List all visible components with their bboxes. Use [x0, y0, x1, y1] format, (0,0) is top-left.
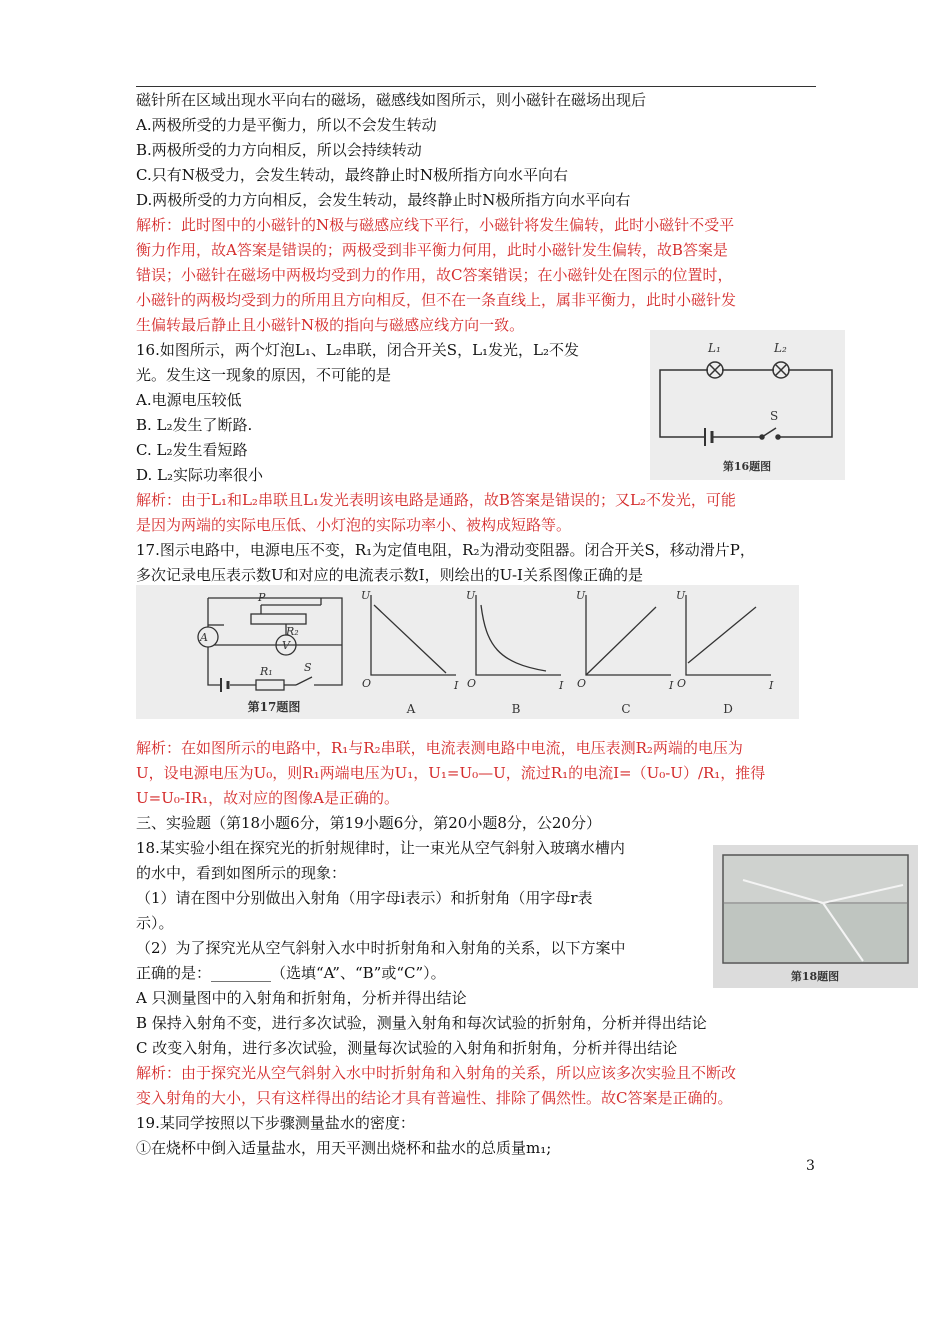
q18-option-b: B 保持入射角不变，进行多次试验，测量入射角和每次试验的折射角，分析并得出结论	[136, 1014, 707, 1032]
q17-stem: 17.图示电路中，电源电压不变，R₁为定值电阻，R₂为滑动变阻器。闭合开关S，移动滑片P，	[136, 541, 755, 559]
q15-option-c: C.只有N极受力，会发生转动，最终静止时N极所指方向水平向右	[136, 166, 568, 184]
q16-option-a: A.电源电压较低	[136, 391, 242, 409]
graph-c-origin: O	[577, 677, 587, 690]
q18-sub2: 正确的是：________（选填“A”、“B”或“C”）。	[136, 964, 446, 982]
q15-analysis-line: 生偏转最后静止且小磁针N极的指向与磁感应线方向一致。	[136, 316, 525, 334]
q16-figure-caption: 第16题图	[722, 460, 772, 473]
q15-stem: 磁针所在区域出现水平向右的磁场，磁感线如图所示，则小磁针在磁场出现后	[136, 91, 647, 109]
q19-step-1: ①在烧杯中倒入适量盐水，用天平测出烧杯和盐水的总质量m₁;	[136, 1139, 552, 1157]
q18-sub2: （2）为了探究光从空气斜射入水中时折射角和入射角的关系，以下方案中	[136, 939, 626, 957]
q16-stem: 光。发生这一现象的原因，不可能的是	[136, 366, 392, 384]
r2-label: R₂	[286, 625, 299, 638]
q18-option-c: C 改变入射角，进行多次试验，测量每次试验的入射角和折射角，分析并得出结论	[136, 1039, 678, 1057]
q17-analysis-line: 解析：在如图所示的电路中，R₁与R₂串联，电流表测电路中电流，电压表测R₂两端的电压为	[136, 739, 743, 757]
q18-sub1: 示）。	[136, 914, 174, 932]
ammeter-label: A	[200, 631, 208, 644]
q19-stem: 19.某同学按照以下步骤测量盐水的密度：	[136, 1114, 415, 1132]
q18-tank-figure	[713, 845, 918, 988]
page-number: 3	[806, 1158, 815, 1174]
q17-figure-caption: 第17题图	[247, 700, 301, 714]
graph-b-label: B	[511, 702, 521, 716]
q16-lamp1-label: L₁	[708, 341, 721, 355]
q16-circuit-figure	[650, 330, 845, 480]
q18-analysis-line: 解析：由于探究光从空气斜射入水中时折射角和入射角的关系，所以应该多次实验且不断改	[136, 1064, 737, 1082]
q16-analysis-line: 是因为两端的实际电压低、小灯泡的实际功率小、被构成短路等。	[136, 516, 572, 534]
graph-b-y-label: U	[466, 589, 476, 602]
graph-d-y-label: U	[676, 589, 686, 602]
q18-stem: 18.某实验小组在探究光的折射规律时，让一束光从空气斜射入玻璃水槽内	[136, 839, 625, 857]
q16-option-c: C. L₂发生看短路	[136, 441, 248, 459]
graph-d-origin: O	[677, 677, 687, 690]
q18-sub1: （1）请在图中分别做出入射角（用字母i表示）和折射角（用字母r表	[136, 889, 593, 907]
q16-analysis-line: 解析：由于L₁和L₂串联且L₁发光表明该电路是通路，故B答案是错误的；又L₂不发光，可能	[136, 491, 736, 509]
r1-label: R₁	[260, 665, 273, 678]
q15-analysis-line: 错误；小磁针在磁场中两极均受到力的作用，故C答案错误；在小磁针处在图示的位置时，	[136, 266, 733, 284]
q17-stem: 多次记录电压表示数U和对应的电流表示数I，则绘出的U-I关系图像正确的是	[136, 566, 643, 584]
graph-b-x-label: I	[559, 679, 564, 692]
graph-c-label: C	[621, 702, 631, 716]
section-3-heading: 三、实验题（第18小题6分，第19小题6分，第20小题8分，公20分）	[136, 814, 601, 832]
graph-a-label: A	[406, 702, 416, 716]
switch-label: S	[304, 661, 312, 674]
graph-c-x-label: I	[669, 679, 674, 692]
q16-option-d: D. L₂实际功率很小	[136, 466, 264, 484]
graph-a-x-label: I	[454, 679, 459, 692]
q16-stem: 16.如图所示，两个灯泡L₁、L₂串联，闭合开关S，L₁发光，L₂不发	[136, 341, 580, 359]
graph-a-origin: O	[362, 677, 372, 690]
graph-c-y-label: U	[576, 589, 586, 602]
voltmeter-label: V	[282, 639, 290, 652]
q18-stem: 的水中，看到如图所示的现象：	[136, 864, 347, 882]
q16-option-b: B. L₂发生了断路.	[136, 416, 253, 434]
q15-analysis-line: 衡力作用，故A答案是错误的；两极受到非平衡力何用，此时小磁针发生偏转，故B答案是	[136, 241, 728, 259]
q15-option-d: D.两极所受的力方向相反，会发生转动，最终静止时N极所指方向水平向右	[136, 191, 631, 209]
slider-label: P	[258, 591, 266, 604]
q17-analysis-line: U，设电源电压为U₀，则R₁两端电压为U₁，U₁=U₀—U，流过R₁的电流I=（U₀-U）/R₁，推得	[136, 764, 766, 782]
graph-a-y-label: U	[361, 589, 371, 602]
q18-figure-caption: 第18题图	[790, 970, 840, 983]
header-rule	[136, 86, 816, 87]
graph-b-origin: O	[467, 677, 477, 690]
q15-option-a: A.两极所受的力是平衡力，所以不会发生转动	[136, 116, 437, 134]
q15-option-b: B.两极所受的力方向相反，所以会持续转动	[136, 141, 422, 159]
graph-d-label: D	[723, 702, 733, 716]
q17-figure	[136, 585, 799, 719]
q18-option-a: A 只测量图中的入射角和折射角，分析并得出结论	[136, 989, 467, 1007]
q16-lamp2-label: L₂	[774, 341, 787, 355]
q16-switch-label: S	[770, 409, 779, 423]
q18-analysis-line: 变入射角的大小，只有这样得出的结论才具有普遍性、排除了偶然性。故C答案是正确的。	[136, 1089, 733, 1107]
graph-d-x-label: I	[769, 679, 774, 692]
q15-analysis-line: 小磁针的两极均受到力的所用且方向相反，但不在一条直线上，属非平衡力，此时小磁针发	[136, 291, 737, 309]
q17-analysis-line: U=U₀-IR₁，故对应的图像A是正确的。	[136, 789, 399, 807]
q15-analysis-line: 解析：此时图中的小磁针的N极与磁感应线下平行，小磁针将发生偏转，此时小磁针不受平	[136, 216, 735, 234]
